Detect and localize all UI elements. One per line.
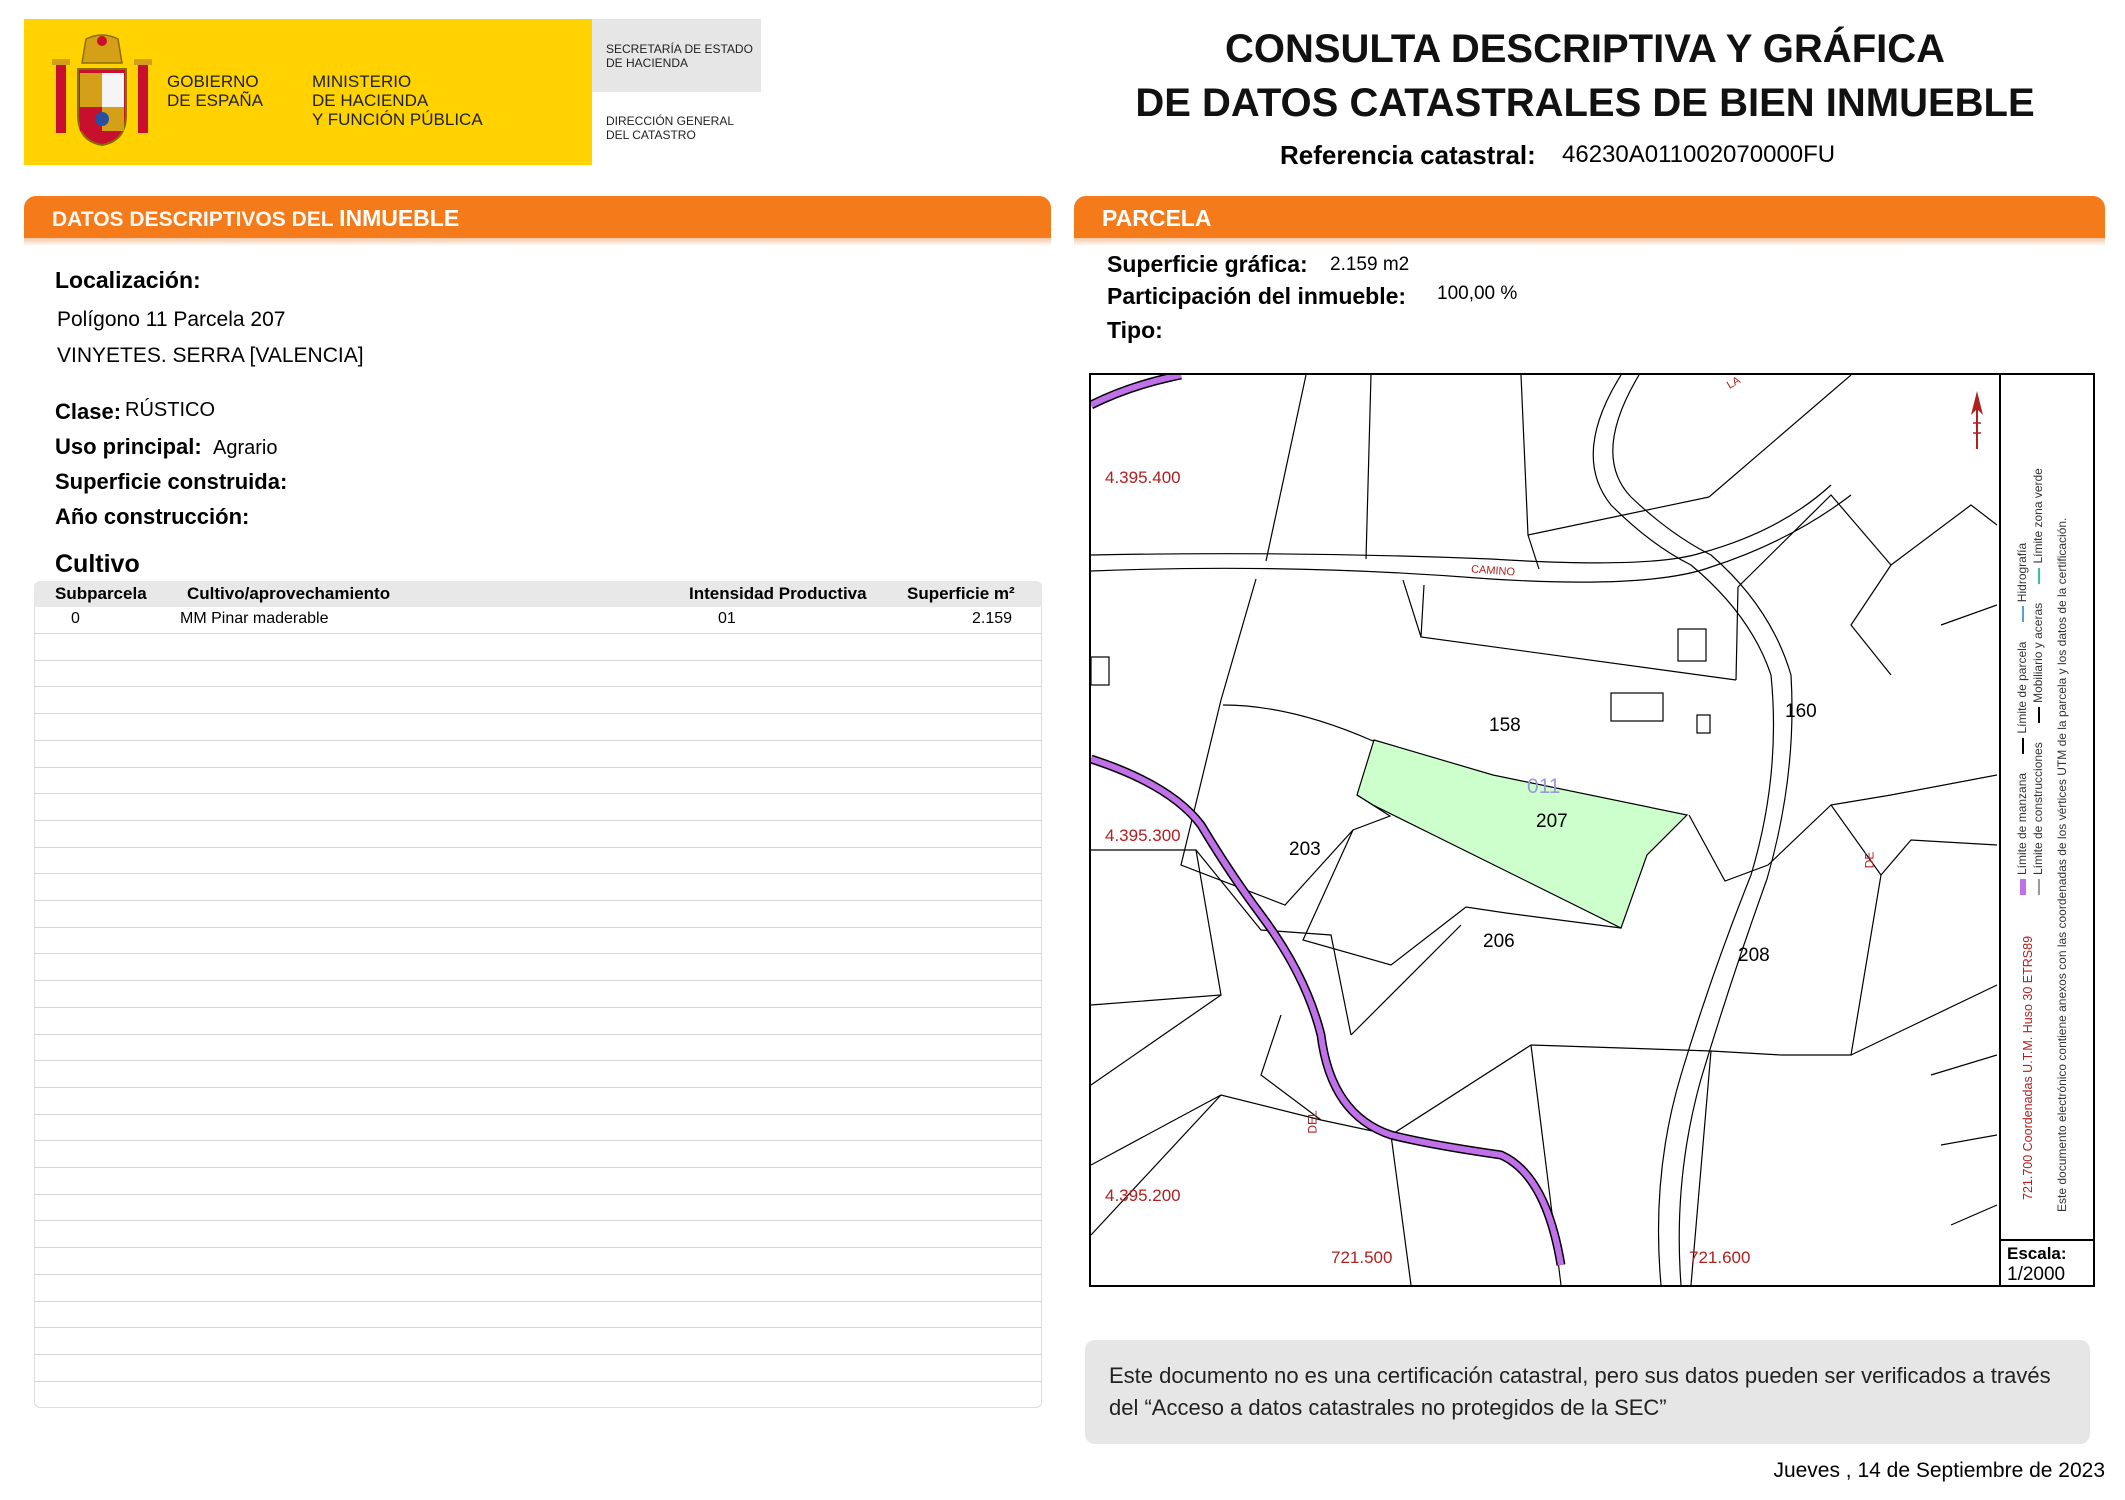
ref-label: Referencia catastral:: [1280, 140, 1536, 170]
escala-box: [2001, 1239, 2095, 1287]
north-arrow-icon: [1969, 389, 1985, 453]
th-cultivo: Cultivo/aprovechamiento: [187, 584, 391, 603]
table-row-line: [34, 980, 1042, 981]
road-label-camino: CAMINO: [1470, 563, 1516, 579]
legend-manzana-swatch: [2020, 879, 2026, 895]
section-bar-parcela-label: PARCELA: [1102, 205, 1212, 231]
anio-construccion-label: Año construcción:: [55, 504, 250, 529]
th-subparcela: Subparcela: [55, 584, 147, 603]
parcel-label-203: 203: [1289, 839, 1321, 860]
cadastral-map[interactable]: [1089, 373, 2095, 1287]
cultivo-table-header: [34, 581, 1042, 607]
participacion-label: Participación del inmueble:: [1107, 283, 1407, 309]
participacion-value: 100,00 %: [1437, 283, 1518, 304]
table-row-line: [34, 767, 1042, 768]
cell-cultivo: MM Pinar maderable: [180, 610, 329, 627]
disclaimer-note: Este documento no es una certificación catastral, pero sus datos pueden ser verificados a través del “Acceso a datos catastrales no protegidos de la SEC”: [1085, 1340, 2090, 1444]
legend-utm: 721.700 Coordenadas U.T.M. Huso 30 ETRS89: [2021, 935, 2035, 1200]
table-row-line: [34, 1060, 1042, 1061]
legend-hidrografia: Hidrografía: [2015, 542, 2029, 603]
document-date: Jueves , 14 de Septiembre de 2023: [1773, 1459, 2105, 1482]
table-row-line: [34, 660, 1042, 661]
coord-x-1: 721.500: [1331, 1248, 1393, 1267]
legend-verde-swatch: [2038, 568, 2040, 584]
gobierno-text: GOBIERNO DE ESPAÑA: [167, 72, 264, 110]
legend-divider: [1999, 373, 2001, 1287]
poligono-label: 011: [1527, 775, 1561, 798]
table-row-line: [34, 1140, 1042, 1141]
legend-documento: Este documento electrónico contiene anexos con las coordenadas de los vértices UTM de la parcela y los datos de la certificación.: [2055, 517, 2069, 1212]
parcel-label-160: 160: [1785, 701, 1817, 722]
cultivo-table: [34, 581, 1042, 1408]
table-row-line: [34, 1007, 1042, 1008]
uso-value: Agrario: [213, 437, 278, 459]
table-row-line: [34, 1301, 1042, 1302]
table-row-line: [34, 1194, 1042, 1195]
table-row-line: [34, 793, 1042, 794]
localizacion-line-2: VINYETES. SERRA [VALENCIA]: [57, 344, 364, 367]
table-row-line: [34, 1167, 1042, 1168]
table-row-line: [34, 1220, 1042, 1221]
legend-construcciones-swatch: [2038, 879, 2040, 895]
legend-hidro-swatch: [2022, 606, 2024, 622]
cell-intensidad: 01: [718, 610, 736, 627]
table-row-line: [34, 847, 1042, 848]
parcel-label-207: 207: [1536, 811, 1568, 832]
clase-label: Clase:: [55, 399, 122, 424]
table-row-line: [34, 740, 1042, 741]
coord-y-3: 4.395.200: [1105, 1186, 1181, 1205]
ref-value: 46230A011002070000FU: [1562, 141, 1836, 168]
coord-y-2: 4.395.300: [1105, 826, 1181, 845]
parcel-207-area[interactable]: [1357, 740, 1687, 928]
section-bar-shadow-right: [1074, 238, 2105, 246]
cell-superficie: 2.159: [972, 610, 1013, 627]
section-bar-shadow: [24, 238, 1051, 246]
legend-mobiliario-swatch: [2038, 707, 2040, 723]
coord-x-2: 721.600: [1689, 1248, 1751, 1267]
parcel-label-206: 206: [1483, 931, 1515, 952]
road-label-de: DE: [1862, 851, 1877, 869]
table-row-line: [34, 1381, 1042, 1382]
legend-column-1: [2015, 535, 2029, 895]
legend-parcela-swatch: [2022, 738, 2024, 754]
table-row-line: [34, 686, 1042, 687]
localizacion-label: Localización:: [55, 267, 201, 293]
table-row-line: [34, 900, 1042, 901]
localizacion-line-1: Polígono 11 Parcela 207: [57, 308, 286, 331]
table-row-line: [34, 713, 1042, 714]
table-row-line: [34, 1034, 1042, 1035]
table-row-line: [34, 1247, 1042, 1248]
table-row-line: [34, 1114, 1042, 1115]
table-row-line: [34, 927, 1042, 928]
secretaria-text: SECRETARÍA DE ESTADO DE HACIENDA: [606, 42, 753, 70]
parcel-label-208: 208: [1738, 945, 1770, 966]
coat-of-arms-icon: [50, 33, 154, 151]
section-bar-parcela: [1074, 196, 2105, 238]
section-bar-prefix: DATOS DESCRIPTIVOS DEL: [52, 208, 340, 231]
table-row-line: [34, 873, 1042, 874]
superficie-construida-label: Superficie construida:: [55, 469, 288, 494]
clase-value: RÚSTICO: [125, 399, 215, 421]
legend-manzana: Límite de manzana: [2015, 772, 2029, 875]
uso-label: Uso principal:: [55, 434, 202, 459]
legend-mobiliario: Mobiliario y aceras: [2031, 602, 2045, 703]
coord-y-1: 4.395.400: [1105, 468, 1181, 487]
table-row-line: [34, 820, 1042, 821]
cell-subparcela: 0: [71, 610, 80, 627]
legend-column-2: [2031, 335, 2045, 895]
title-line-1: CONSULTA DESCRIPTIVA Y GRÁFICA: [1224, 27, 1946, 71]
direccion-text: DIRECCIÓN GENERAL DEL CATASTRO: [606, 114, 734, 142]
cultivo-title: Cultivo: [55, 550, 140, 578]
superficie-grafica-value: 2.159 m2: [1330, 254, 1410, 275]
table-row-line: [34, 953, 1042, 954]
table-row-line: [34, 633, 1042, 634]
road-label-la: LA: [1724, 374, 1743, 392]
table-row-line: [34, 1087, 1042, 1088]
government-logo: [24, 19, 592, 165]
parcel-label-158: 158: [1489, 715, 1521, 736]
section-bar-strong: INMUEBLE: [339, 205, 460, 231]
section-bar-descriptivos: [24, 196, 1051, 238]
table-row-line: [34, 1354, 1042, 1355]
legend-zona-verde: Límite zona verde: [2031, 468, 2045, 564]
table-row-line: [34, 1327, 1042, 1328]
escala-value: 1/2000: [2007, 1264, 2066, 1285]
th-intensidad: Intensidad Productiva: [689, 584, 867, 603]
superficie-grafica-label: Superficie gráfica:: [1107, 251, 1308, 277]
legend-parcela: Límite de parcela: [2015, 641, 2029, 734]
ministerio-text: MINISTERIO DE HACIENDA Y FUNCIÓN PÚBLICA: [312, 72, 483, 129]
table-row-line: [34, 1274, 1042, 1275]
title-line-2: DE DATOS CATASTRALES DE BIEN INMUEBLE: [1135, 81, 2035, 125]
road-label-del: DEL: [1305, 1110, 1320, 1134]
tipo-label: Tipo:: [1107, 317, 1163, 343]
legend-construcciones: Límite de construcciones: [2031, 742, 2045, 875]
page-title: [1060, 22, 2110, 130]
escala-label: Escala:: [2007, 1244, 2067, 1263]
th-superficie: Superficie m²: [907, 584, 1015, 603]
